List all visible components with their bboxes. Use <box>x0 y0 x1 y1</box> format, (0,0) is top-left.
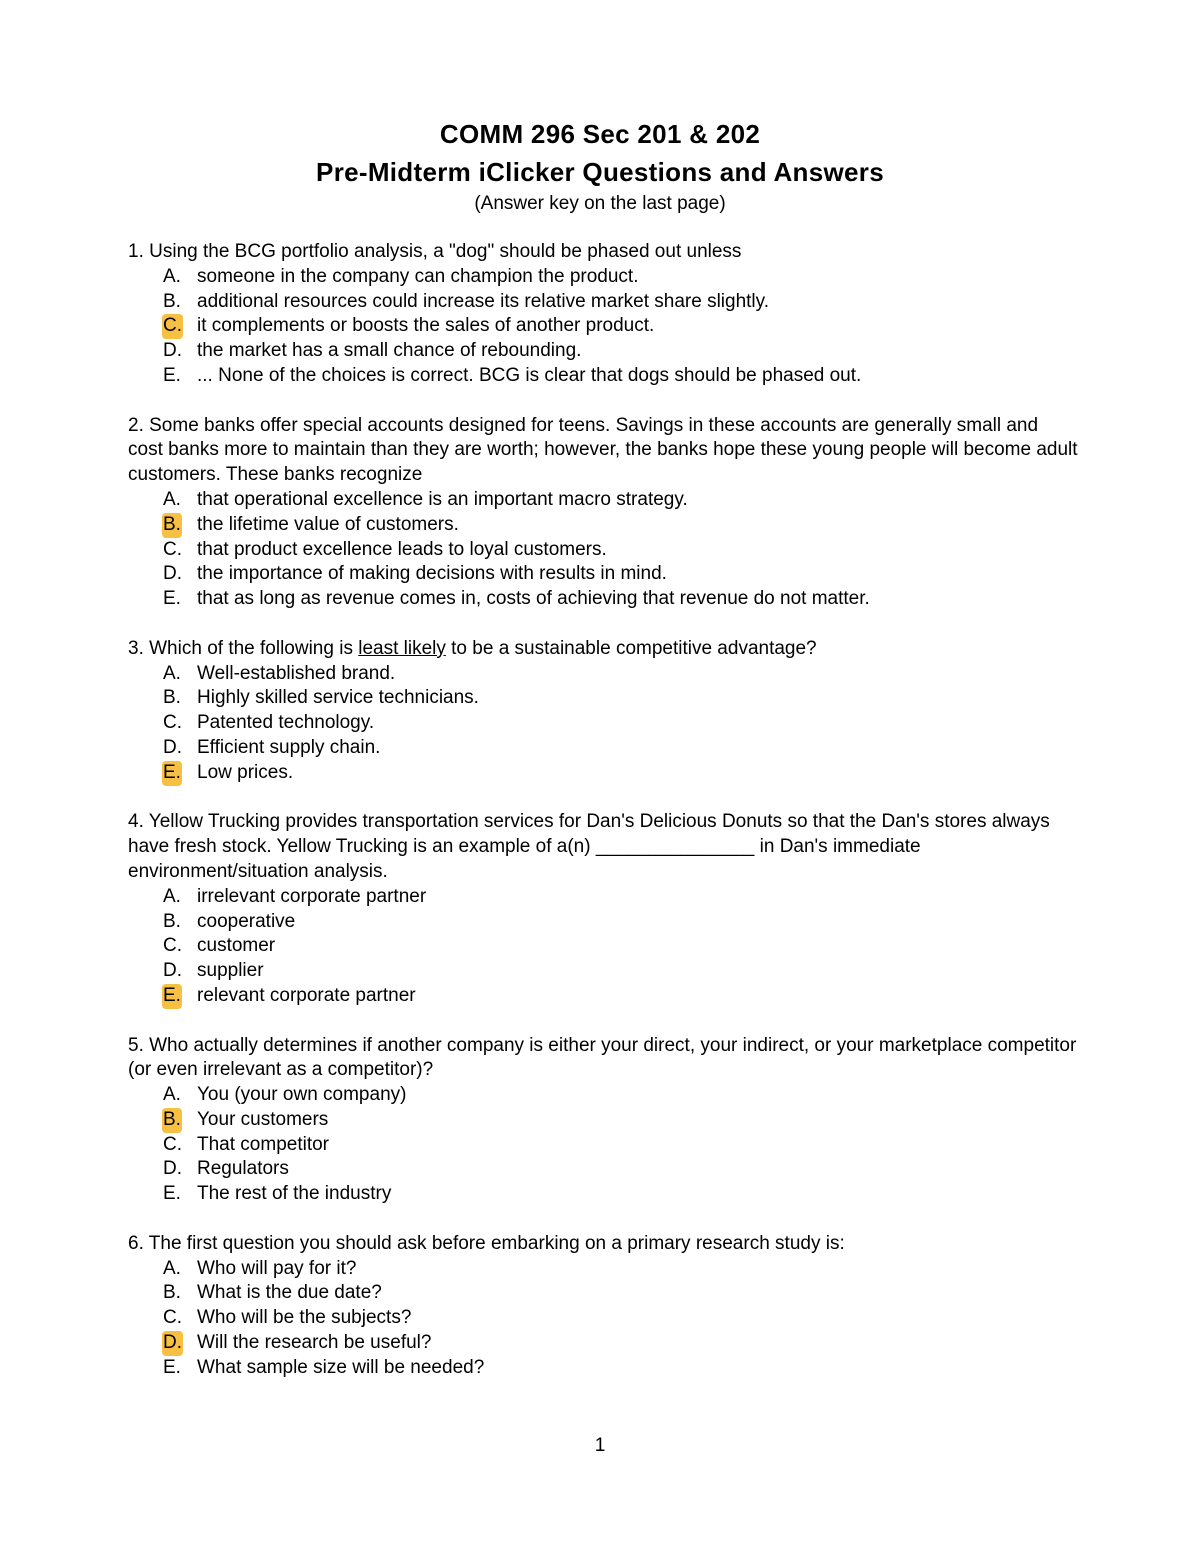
answer-choice <box>128 488 1078 513</box>
choice-text: Efficient supply chain. <box>197 736 381 758</box>
answer-choice <box>128 1257 1078 1282</box>
question-list <box>128 240 1078 1405</box>
choice-letter: A. <box>163 1084 181 1106</box>
choice-text: You (your own company) <box>197 1084 407 1106</box>
question-stem <box>128 637 1078 662</box>
choice-text: Who will be the subjects? <box>197 1307 412 1329</box>
choice-text: cooperative <box>197 910 296 932</box>
answer-choice <box>128 587 1078 612</box>
answer-choice <box>128 1331 1078 1356</box>
answer-choice <box>128 934 1078 959</box>
stem-text: to be a sustainable competitive advantage? <box>445 637 817 659</box>
highlighted-answer-letter: D. <box>162 1331 183 1356</box>
choice-text: the importance of making decisions with results in mind. <box>197 563 667 585</box>
choice-text: the lifetime value of customers. <box>197 513 459 535</box>
choice-text: Low prices. <box>197 761 294 783</box>
choice-text: ... None of the choices is correct. BCG is clear that dogs should be phased out. <box>197 364 862 386</box>
choice-text: Well-established brand. <box>197 662 396 684</box>
question-stem: 2. Some banks offer special accounts designed for teens. Savings in these accounts are generally small and cost banks more to maintain than they are worth; however, the banks hope these young people will become adult customers. These banks recognize <box>128 414 1078 486</box>
answer-choice <box>128 290 1078 315</box>
answer-choices <box>128 488 1078 612</box>
answer-choice <box>128 1356 1078 1381</box>
highlighted-answer-letter: C. <box>162 314 183 339</box>
choice-text: that product excellence leads to loyal customers. <box>197 538 607 560</box>
choice-letter: B. <box>163 1282 181 1304</box>
question-stem: 5. Who actually determines if another company is either your direct, your indirect, or your marketplace competitor (or even irrelevant as a competitor)? <box>128 1034 1077 1081</box>
choice-text: Regulators <box>197 1158 289 1180</box>
highlighted-answer-letter: B. <box>162 513 182 538</box>
document-title: COMM 296 Sec 201 & 202 <box>439 119 761 149</box>
choice-letter: C. <box>163 712 182 734</box>
answer-choice <box>128 984 1078 1009</box>
answer-choice <box>128 662 1078 687</box>
question-stem: 1. Using the BCG portfolio analysis, a "dog" should be phased out unless <box>128 241 742 262</box>
answer-choice <box>128 711 1078 736</box>
choice-letter: E. <box>163 364 181 386</box>
question-2 <box>128 414 1078 612</box>
answer-choice <box>128 910 1078 935</box>
answer-choice <box>128 736 1078 761</box>
choice-text: That competitor <box>197 1133 329 1155</box>
choice-letter: D. <box>163 563 182 585</box>
choice-text: Your customers <box>197 1108 329 1130</box>
answer-choices <box>128 662 1078 786</box>
choice-letter: A. <box>163 265 181 287</box>
question-6 <box>128 1232 1078 1381</box>
answer-choice <box>128 538 1078 563</box>
choice-letter: D. <box>163 340 182 362</box>
question-5 <box>128 1034 1078 1208</box>
question-stem: 4. Yellow Trucking provides transportation services for Dan's Delicious Donuts so that the Dan's stores always have fresh stock. Yellow Trucking is an example of a(n) _______________ in Dan's immediate environment/situation analysis. <box>128 811 1050 882</box>
choice-text: relevant corporate partner <box>197 984 416 1006</box>
answer-choice <box>128 314 1078 339</box>
answer-choice <box>128 959 1078 984</box>
choice-text: Who will pay for it? <box>197 1257 357 1279</box>
highlighted-answer-letter: E. <box>162 984 182 1009</box>
choice-text: irrelevant corporate partner <box>197 885 427 907</box>
answer-choice <box>128 686 1078 711</box>
choice-text: customer <box>197 935 276 957</box>
stem-text: 3. Which of the following is <box>128 637 359 659</box>
question-3 <box>128 637 1078 786</box>
choice-text: Will the research be useful? <box>197 1332 432 1354</box>
answer-choice <box>128 562 1078 587</box>
choice-text: the market has a small chance of rebounding. <box>197 340 582 362</box>
choice-text: that as long as revenue comes in, costs of achieving that revenue do not matter. <box>197 588 870 610</box>
highlighted-answer-letter: B. <box>162 1108 182 1133</box>
choice-letter: D. <box>163 960 182 982</box>
answer-choice <box>128 1306 1078 1331</box>
question-stem: 6. The first question you should ask before embarking on a primary research study is: <box>128 1232 845 1254</box>
choice-letter: E. <box>163 1183 181 1205</box>
answer-choices <box>128 1257 1078 1381</box>
answer-choices <box>128 265 1078 389</box>
choice-text: What sample size will be needed? <box>197 1356 485 1378</box>
answer-choice <box>128 1157 1078 1182</box>
choice-letter: C. <box>163 1307 182 1329</box>
choice-letter: A. <box>163 1257 181 1279</box>
choice-text: additional resources could increase its relative market share slightly. <box>197 290 770 312</box>
choice-letter: B. <box>163 687 181 709</box>
document-subtitle-heading: Pre-Midterm iClicker Questions and Answers <box>316 157 884 187</box>
answer-choice <box>128 339 1078 364</box>
choice-letter: B. <box>163 910 181 932</box>
answer-key-note: (Answer key on the last page) <box>474 193 726 214</box>
answer-choice <box>128 1281 1078 1306</box>
choice-text: that operational excellence is an important macro strategy. <box>197 488 688 510</box>
choice-text: it complements or boosts the sales of another product. <box>197 315 655 337</box>
answer-choice <box>128 1108 1078 1133</box>
answer-choices <box>128 1083 1078 1207</box>
answer-choice <box>128 1083 1078 1108</box>
answer-choice <box>128 265 1078 290</box>
choice-text: supplier <box>197 960 264 982</box>
question-1 <box>128 240 1078 389</box>
answer-choice <box>128 364 1078 389</box>
choice-letter: D. <box>163 736 182 758</box>
question-4 <box>128 810 1078 1008</box>
answer-choice <box>128 513 1078 538</box>
choice-text: What is the due date? <box>197 1282 382 1304</box>
choice-text: Highly skilled service technicians. <box>197 687 479 709</box>
highlighted-answer-letter: E. <box>162 761 182 786</box>
choice-text: someone in the company can champion the product. <box>197 265 639 287</box>
choice-letter: C. <box>163 935 182 957</box>
answer-choice <box>128 1133 1078 1158</box>
underlined-phrase: least likely <box>358 637 446 659</box>
choice-letter: E. <box>163 588 181 610</box>
page-number: 1 <box>594 1435 606 1456</box>
answer-choice <box>128 885 1078 910</box>
choice-letter: C. <box>163 1133 182 1155</box>
answer-choice <box>128 1182 1078 1207</box>
answer-choices <box>128 885 1078 1009</box>
choice-letter: D. <box>163 1158 182 1180</box>
choice-letter: E. <box>163 1356 181 1378</box>
choice-text: Patented technology. <box>197 712 375 734</box>
answer-choice <box>128 761 1078 786</box>
choice-letter: C. <box>163 538 182 560</box>
choice-letter: A. <box>163 488 181 510</box>
choice-text: The rest of the industry <box>197 1183 392 1205</box>
choice-letter: A. <box>163 885 181 907</box>
choice-letter: B. <box>163 290 181 312</box>
choice-letter: A. <box>163 662 181 684</box>
